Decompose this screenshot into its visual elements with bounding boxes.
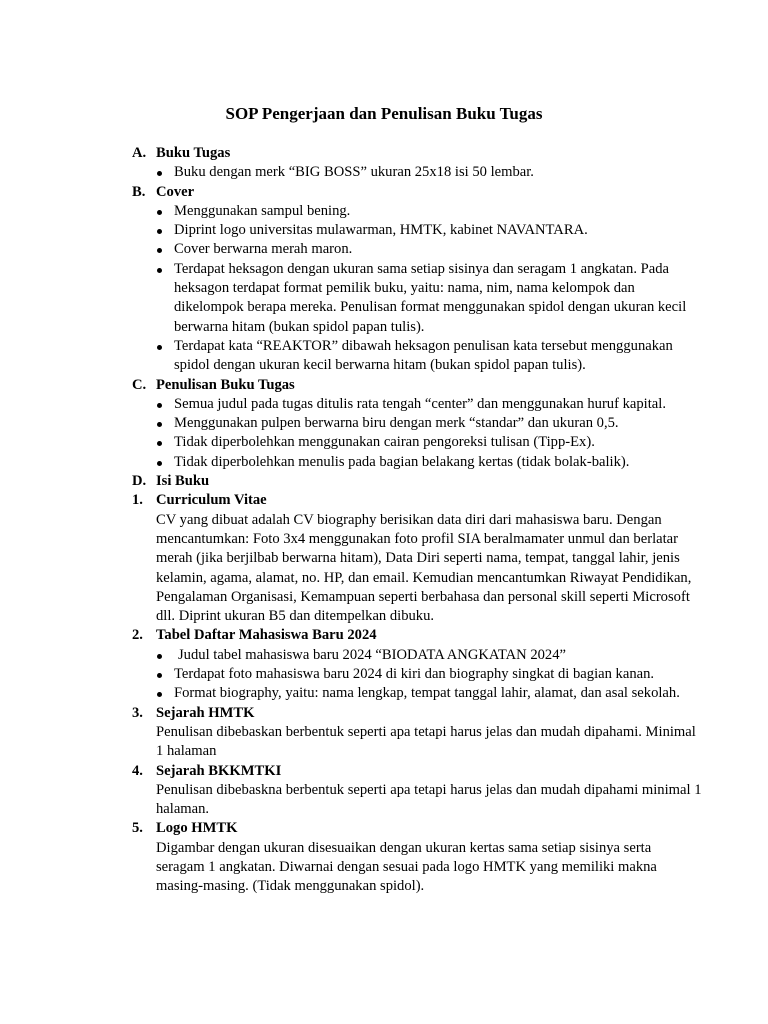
bullet-icon xyxy=(157,229,162,234)
bullet-icon xyxy=(157,461,162,466)
section-title: Buku Tugas xyxy=(156,145,231,161)
list-item-text: Terdapat kata “REAKTOR” dibawah heksagon penulisan kata tersebut menggunakan spidol dengan ukuran kecil berwarna hitam (bukan spidol papan tulis). xyxy=(174,337,673,374)
subsection-heading-tabel-daftar xyxy=(132,626,702,645)
bullet-icon xyxy=(157,654,162,659)
list-item xyxy=(174,260,702,337)
list-item xyxy=(174,202,702,221)
bullet-icon xyxy=(157,441,162,446)
list-item-text: Terdapat foto mahasiswa baru 2024 di kiri dan biography singkat di bagian kanan. xyxy=(174,666,655,683)
subsection-title: Sejarah HMTK xyxy=(156,704,255,721)
section-heading-isi-buku xyxy=(132,472,702,491)
bullet-icon xyxy=(157,171,162,176)
list-item-text: Tidak diperbolehkan menggunakan cairan pengoreksi tulisan (Tipp-Ex). xyxy=(174,434,595,451)
list-item xyxy=(174,395,702,414)
subsection-marker: 4. xyxy=(132,762,143,779)
section-marker: C. xyxy=(132,376,147,393)
bullet-list xyxy=(132,395,702,472)
list-item xyxy=(174,684,702,703)
section-heading-penulisan-buku-tugas xyxy=(132,376,702,395)
list-item xyxy=(174,240,702,259)
section-title: Isi Buku xyxy=(156,473,210,490)
list-item-text: Cover berwarna merah maron. xyxy=(174,241,353,258)
list-item-text: Tidak diperbolehkan menulis pada bagian belakang kertas (tidak bolak-balik). xyxy=(174,453,630,470)
list-item-text: Menggunakan sampul bening. xyxy=(174,202,351,219)
bullet-icon xyxy=(157,248,162,253)
subsection-marker: 5. xyxy=(132,820,143,837)
list-item xyxy=(174,337,702,376)
bullet-icon xyxy=(157,345,162,350)
section-heading-cover xyxy=(132,183,702,202)
bullet-icon xyxy=(157,673,162,678)
list-item xyxy=(174,453,702,472)
list-item-text: Diprint logo universitas mulawarman, HMTK, kabinet NAVANTARA. xyxy=(174,222,588,239)
bullet-icon xyxy=(157,403,162,408)
bullet-list xyxy=(132,646,702,704)
subsection-title: Sejarah BKKMTKI xyxy=(156,762,282,779)
list-item xyxy=(174,163,702,182)
list-item xyxy=(174,646,702,665)
bullet-icon xyxy=(157,210,162,215)
subsection-marker: 3. xyxy=(132,704,143,721)
paragraph: Penulisan dibebaskan berbentuk seperti apa tetapi harus jelas dan mudah dipahami. Minimal 1 halaman xyxy=(156,723,696,760)
list-item-text: Terdapat heksagon dengan ukuran sama setiap sisinya dan seragam 1 angkatan. Pada heksagon terdapat format pemilik buku, yaitu: nama, nim, nama kelompok dan dikelompok berapa mereka. Penulisan format menggunakan spidol dengan ukuran kecil berwarna hitam (bukan spidol papan tulis). xyxy=(174,260,687,335)
list-item xyxy=(174,414,702,433)
bullet-icon xyxy=(157,268,162,273)
list-item-text: Buku dengan merk “BIG BOSS” ukuran 25x18 isi 50 lembar. xyxy=(174,164,534,181)
paragraph: Digambar dengan ukuran disesuaikan dengan ukuran kertas sama setiap sisinya serta seragam 1 angkatan. Diwarnai dengan sesuai pada logo HMTK yang memiliki makna masing-masing. (Tidak menggunakan spidol). xyxy=(156,839,657,895)
subsection-title: Logo HMTK xyxy=(156,820,238,837)
section-heading-buku-tugas xyxy=(132,144,702,163)
list-item-text: Semua judul pada tugas ditulis rata tengah “center” dan menggunakan huruf kapital. xyxy=(174,395,666,412)
list-item xyxy=(174,665,702,684)
bullet-icon xyxy=(157,692,162,697)
paragraph: Penulisan dibebaskna berbentuk seperti apa tetapi harus jelas dan mudah dipahami minimal 1 halaman. xyxy=(156,781,702,818)
list-item xyxy=(174,433,702,452)
subsection-title: Tabel Daftar Mahasiswa Baru 2024 xyxy=(156,627,377,644)
subsection-title: Curriculum Vitae xyxy=(156,492,267,509)
section-title: Cover xyxy=(156,183,195,200)
subsection-marker: 1. xyxy=(132,492,143,509)
bullet-list xyxy=(132,202,702,376)
list-item-text: Format biography, yaitu: nama lengkap, tempat tanggal lahir, alamat, dan asal sekolah. xyxy=(174,685,680,702)
paragraph: CV yang dibuat adalah CV biography berisikan data diri dari mahasiswa baru. Dengan mencantumkan: Foto 3x4 menggunakan foto profil SIA beralmamater unmul dan berlatar merah (jika berjilbab berwarna hitam), Data Diri seperti nama, tempat, tanggal lahir, jenis kelamin, agama, alamat, no. HP, dan email. Kemudian mencantumkan Riwayat Pendidikan, Pengalaman Organisasi, Kemampuan seperti berbahasa dan personal skill seperti Microsoft dll. Diprint ukuran B5 dan ditempelkan dibuku. xyxy=(156,511,692,625)
list-item-text: Judul tabel mahasiswa baru 2024 “BIODATA ANGKATAN 2024” xyxy=(178,646,566,663)
subsection-heading-sejarah-bkkmtki xyxy=(132,762,702,781)
subsection-heading-curriculum-vitae xyxy=(132,491,702,510)
list-item-text: Menggunakan pulpen berwarna biru dengan merk “standar” dan ukuran 0,5. xyxy=(174,415,619,432)
page-title: SOP Pengerjaan dan Penulisan Buku Tugas xyxy=(225,104,543,123)
section-marker: A. xyxy=(132,145,147,161)
bullet-list xyxy=(132,163,702,182)
section-marker: B. xyxy=(132,183,146,200)
subsection-heading-sejarah-hmtk xyxy=(132,704,702,723)
subsection-heading-logo-hmtk xyxy=(132,819,702,838)
subsection-marker: 2. xyxy=(132,627,143,644)
section-title: Penulisan Buku Tugas xyxy=(156,376,295,393)
section-marker: D. xyxy=(132,473,147,490)
list-item xyxy=(174,221,702,240)
document-body xyxy=(132,144,702,897)
bullet-icon xyxy=(157,422,162,427)
